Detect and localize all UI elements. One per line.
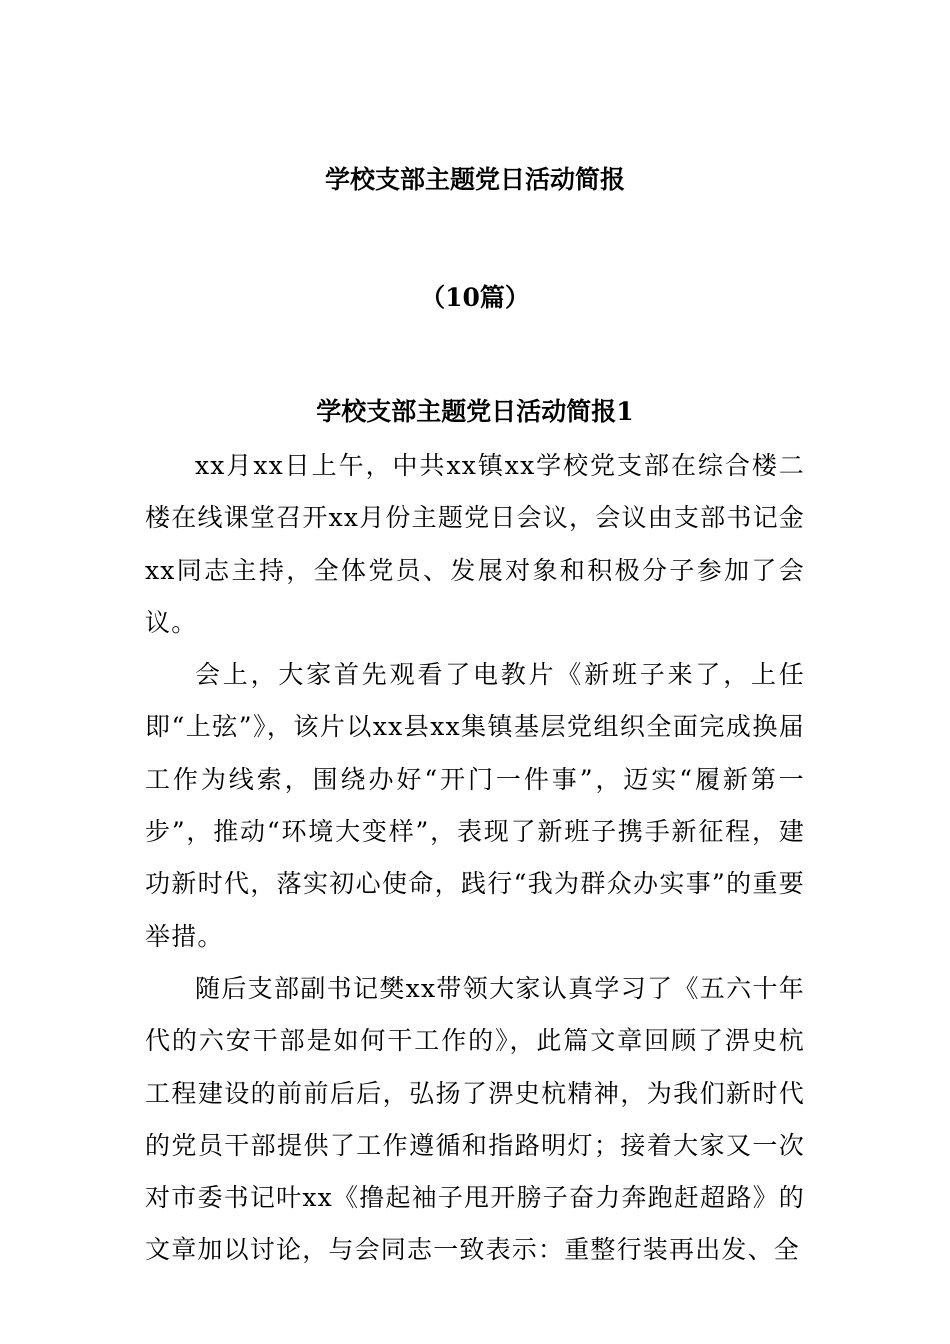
document-body — [145, 440, 805, 1277]
paragraph-2: 会上，大家首先观看了电教片《新班子来了，上任即“上弦”》，该片以xx县xx集镇基层党组织全面完成换届工作为线索，围绕办好“开门一件事”，迈实“履新第一步”，推动“环境大变样”，表现了新班子携手新征程，建功新时代，落实初心使命，践行“我为群众办实事”的重要举措。 — [145, 660, 805, 951]
section-title: 学校支部主题党日活动简报1 — [316, 397, 634, 426]
paragraph-1: xx月xx日上午，中共xx镇xx学校党支部在综合楼二楼在线课堂召开xx月份主题党日会议，会议由支部书记金xx同志主持，全体党员、发展对象和积极分子参加了会议。 — [145, 451, 805, 637]
document-count: （10篇） — [420, 283, 530, 312]
document-title: 学校支部主题党日活动简报 — [324, 165, 625, 194]
paragraph-3: 随后支部副书记樊xx带领大家认真学习了《五六十年代的六安干部是如何干工作的》，此篇文章回顾了淠史杭工程建设的前前后后，弘扬了淠史杭精神，为我们新时代的党员干部提供了工作遵循和指路明灯；接着大家又一次对市委书记叶xx《撸起袖子甩开膀子奋力奔跑赶超路》的文章加以讨论，与会同志一致表示：重整行装再出发、全 — [145, 973, 805, 1265]
